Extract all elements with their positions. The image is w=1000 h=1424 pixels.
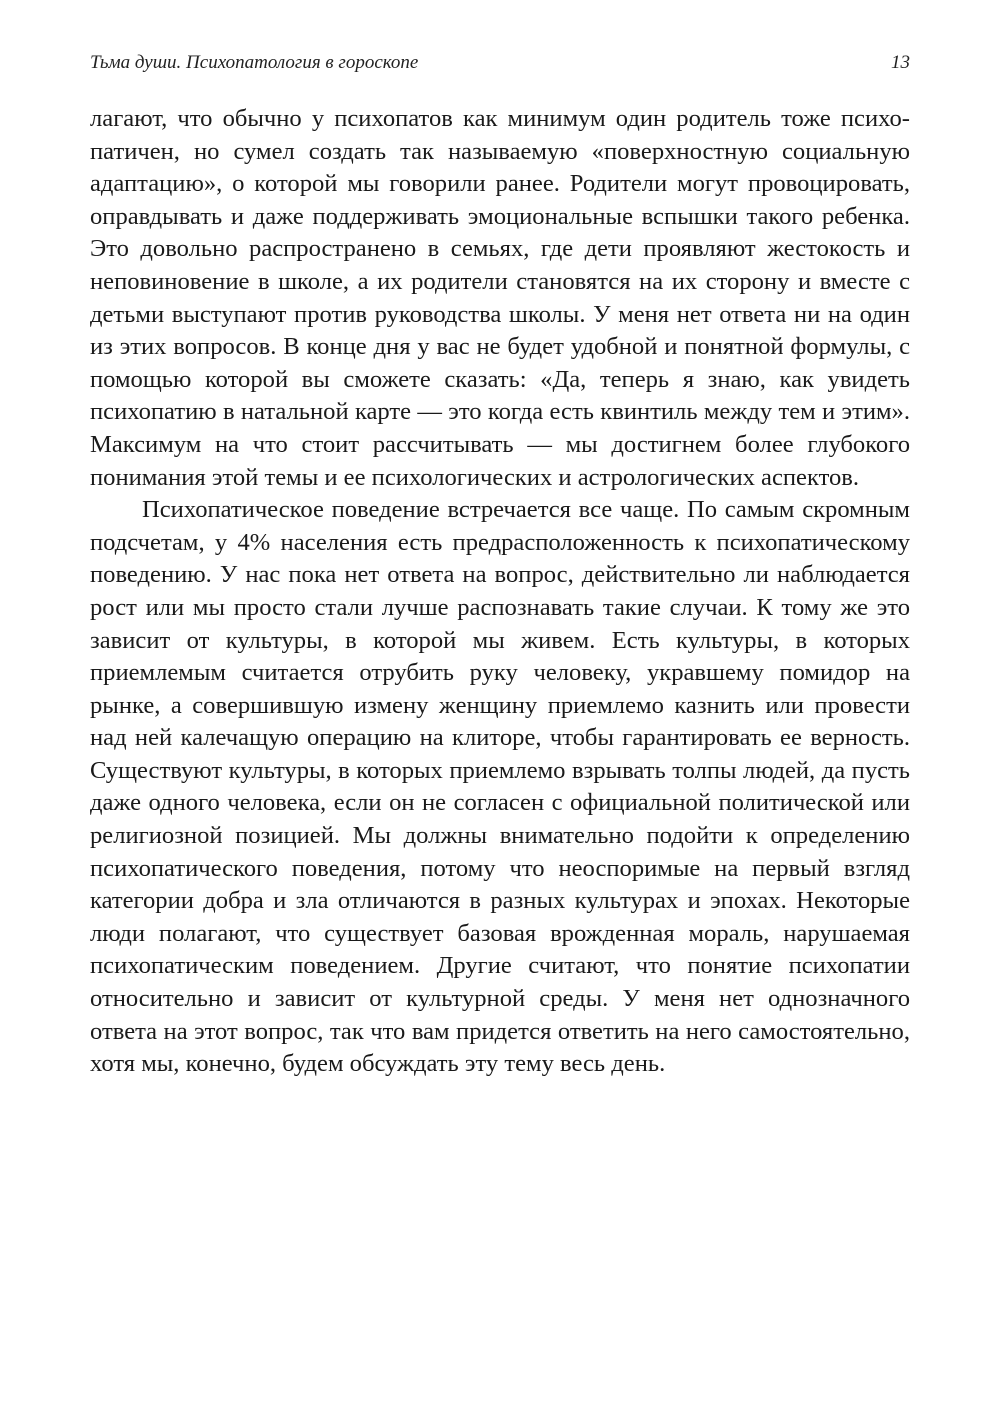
running-title: Тьма души. Психопатология в гороскопе [90,52,419,73]
page-number: 13 [891,52,910,73]
paragraph: Психопатическое поведение встречается все чаще. По самым скромным подсчетам, у 4% населения есть предрасположенность к психопатическому поведению. У нас пока нет ответа на вопрос, действительно ли наблюдается рост или мы просто стали лучше распознавать такие случаи. К тому же это зависит от культуры, в которой мы живем. Есть культуры, в которых приемлемым считается отрубить руку человеку, укравшему помидор на рынке, а совершившую измену женщину приемлемо казнить или провести над ней калечащую операцию на клиторе, чтобы гарантировать ее верность. Существуют культуры, в которых приемлемо взрывать толпы людей, да пусть даже одного человека, если он не согласен с официальной политической или религиозной позицией. Мы должны внимательно подойти к определению психопатического поведения, потому что неоспоримые на первый взгляд категории добра и зла отличаются в разных культурах и эпохах. Некоторые люди полагают, что существует базовая врожденная мораль, нарушаемая психопатическим поведением. Другие считают, что понятие психопатии относительно и зависит от культурной среды. У меня нет однозначного ответа на этот вопрос, так что вам придется ответить на него самостоятельно, хотя мы, конечно, будем обсуждать эту тему весь день. [90,496,910,1078]
body-text [90,103,910,1081]
running-header [90,52,910,76]
paragraph-continued: лагают, что обычно у психопатов как минимум один родитель тоже психопатичен, но сумел создать так называемую «поверхностную социальную адаптацию», о которой мы говорили ранее. Родители могут провоцировать, оправдывать и даже поддерживать эмоциональные вспышки такого ребенка. Это довольно распространено в семьях, где дети проявляют жестокость и неповиновение в школе, а их родители становятся на их сторону и вместе с детьми выступают против руководства школы. У меня нет ответа ни на один из этих вопросов. В конце дня у вас не будет удобной и понятной формулы, с помощью которой вы сможете сказать: «Да, теперь я знаю, как увидеть психопатию в натальной карте — это когда есть квинтиль между тем и этим». Максимум на что стоит рассчитывать — мы достигнем более глубокого понимания этой темы и ее психологических и астрологических аспектов. [90,105,910,491]
